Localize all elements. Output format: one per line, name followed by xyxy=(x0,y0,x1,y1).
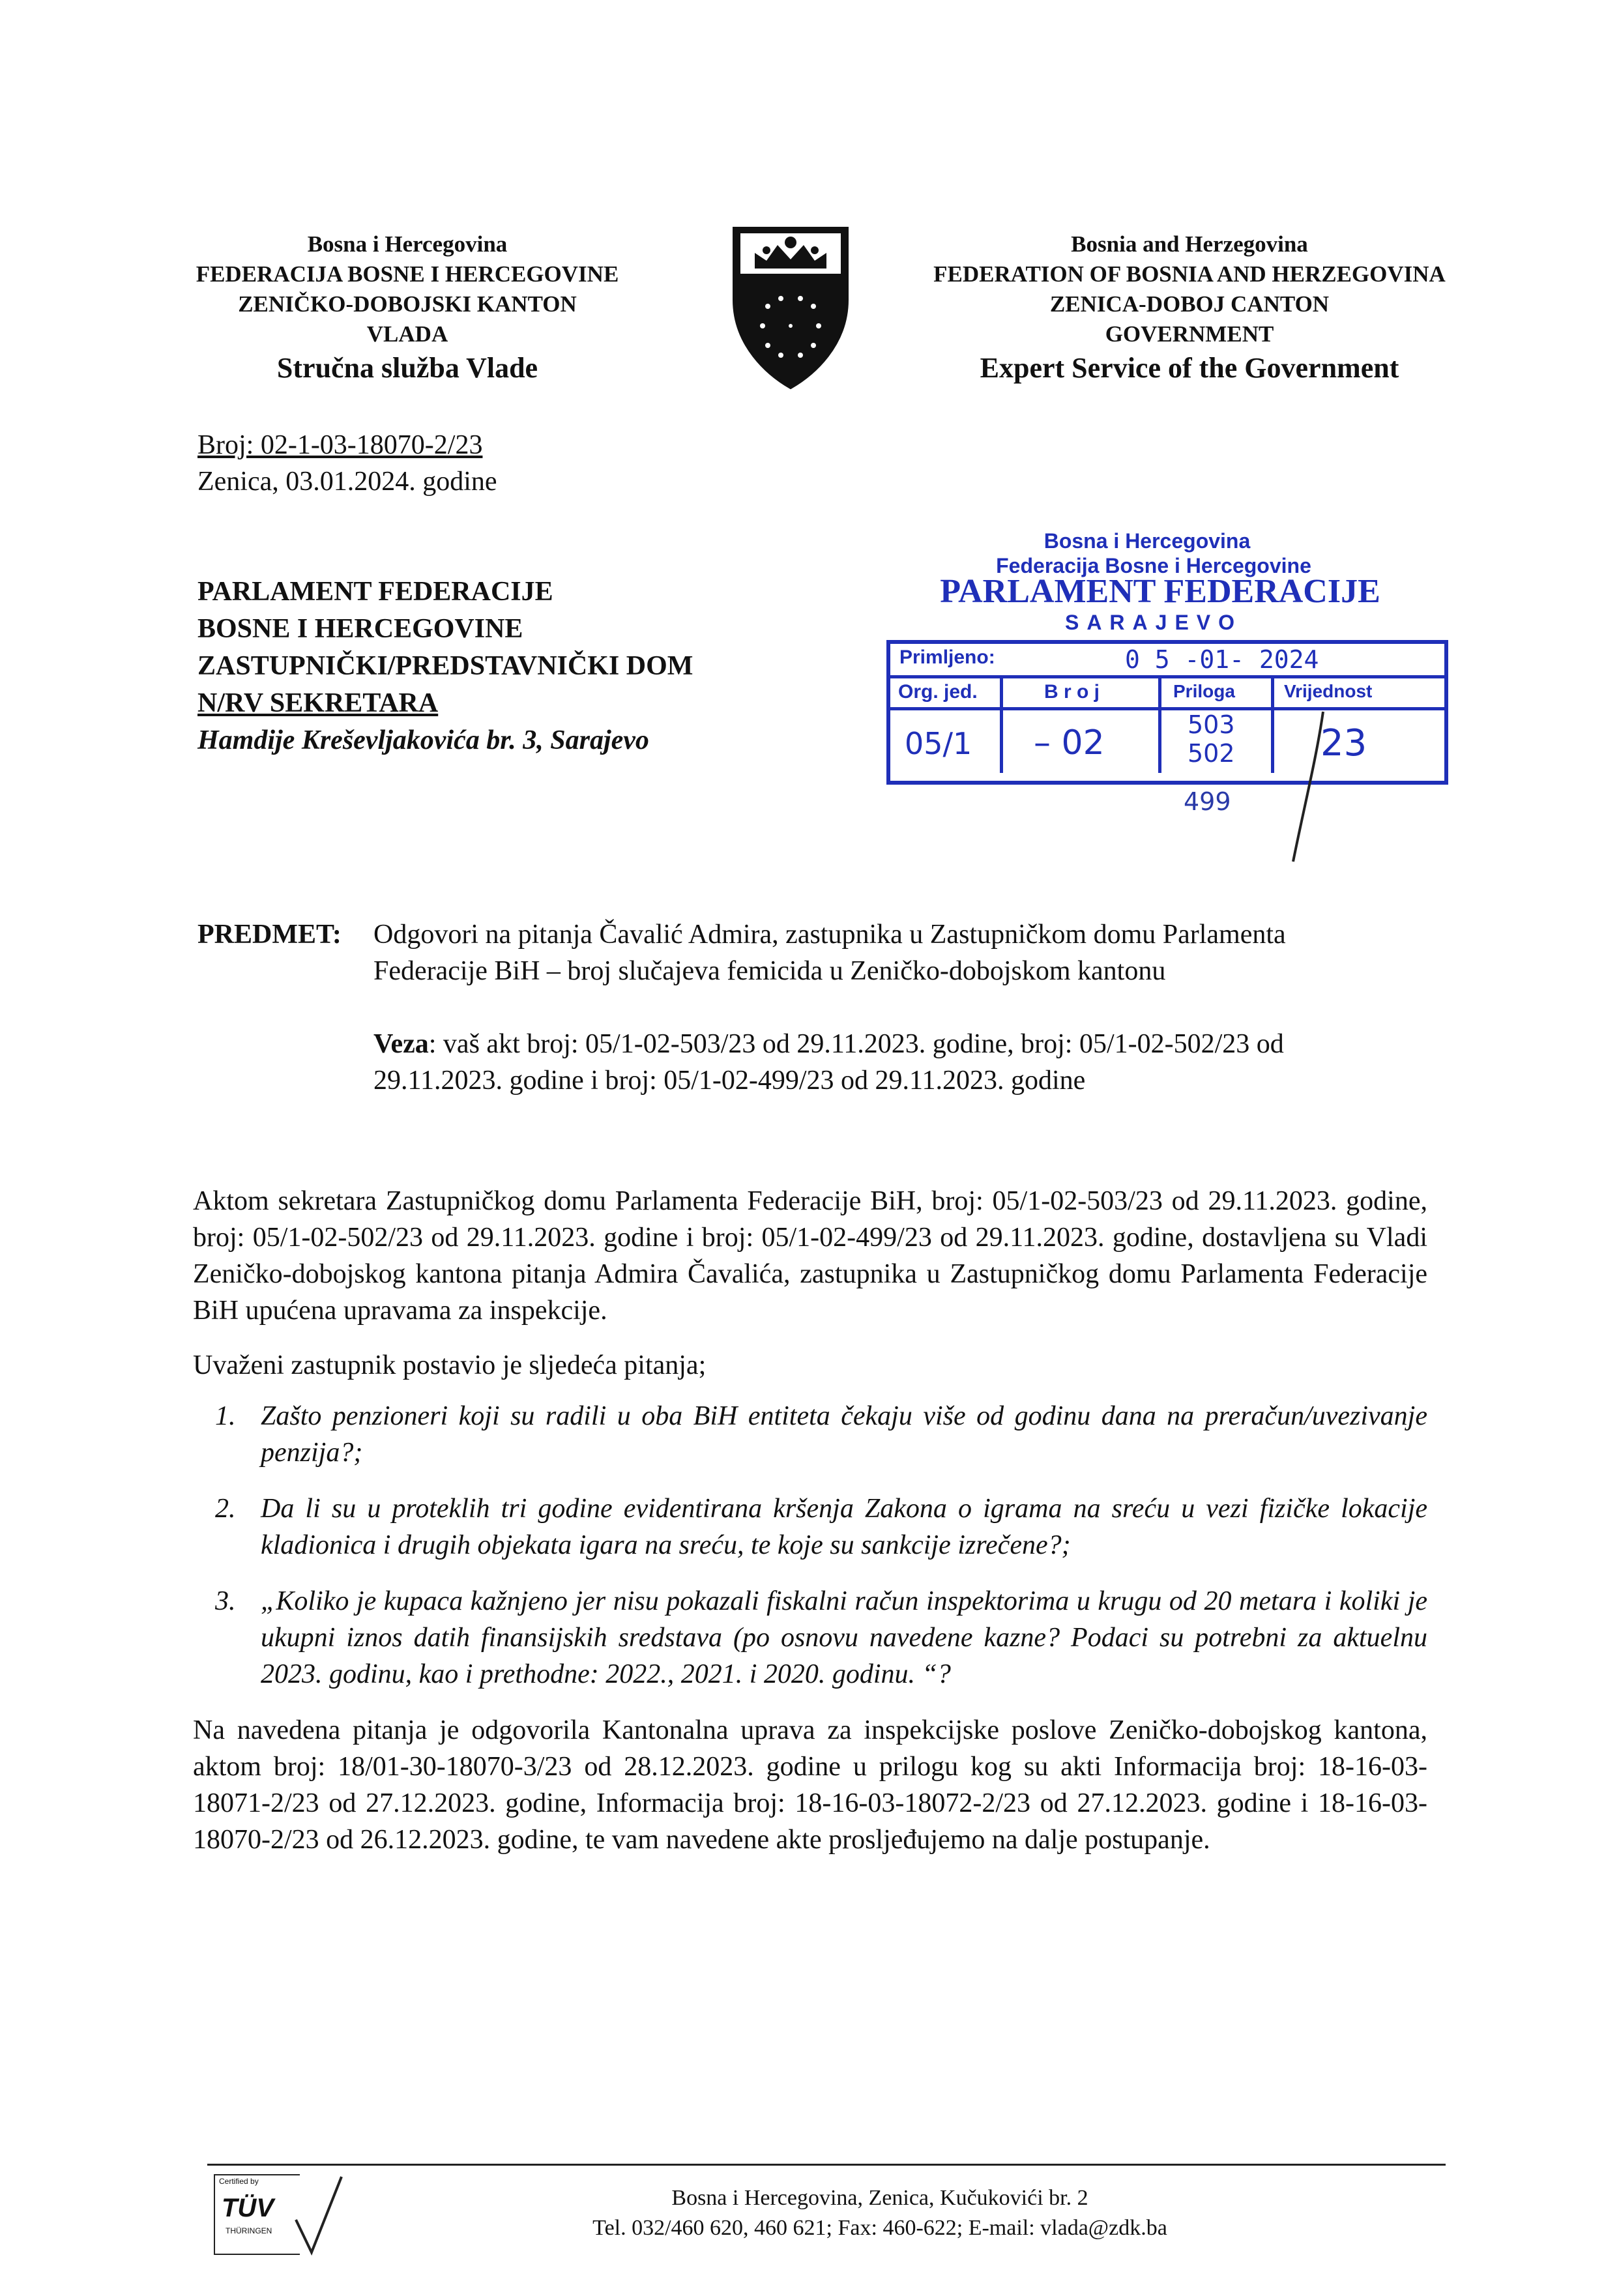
stamp-received-label: Primljeno: xyxy=(899,647,995,668)
stamp-line-1: Bosna i Hercegovina xyxy=(1043,529,1251,553)
list-item xyxy=(215,1583,1427,1693)
body-block xyxy=(193,1183,1427,1858)
stamp-header-row xyxy=(890,678,1444,710)
cert-small-label: Certified by xyxy=(219,2177,259,2186)
header-right-service: Expert Service of the Government xyxy=(980,352,1399,384)
stamp-table xyxy=(886,640,1448,785)
stamp-val-org: 05/1 xyxy=(905,726,972,761)
question-number: 2. xyxy=(215,1494,236,1524)
stamp-col-org: Org. jed. xyxy=(898,681,978,703)
recipient-block xyxy=(197,574,849,759)
question-text: „Koliko je kupaca kažnjeno jer nisu pokazali fiskalni račun inspektorima u krugu od 20 metara i koliki je ukupni iznos datih finansijskih sredstava (po osnovu navedene kazne? Podaci su potrebni za aktuelnu 2023. godinu, kao i prethodne: 2022., 2021. i 2020. godinu. “? xyxy=(261,1586,1427,1689)
questions-list xyxy=(215,1398,1427,1693)
question-text: Da li su u proteklih tri godine evidentirana kršenja Zakona o igrama na sreću u vezi fizičke lokacije kladionica i drugih objekata igara na sreću, te koje su sankcije izrečene?; xyxy=(261,1494,1427,1560)
body-paragraph-3: Na navedena pitanja je odgovorila Kantonalna uprava za inspekcijske poslove Zeničko-dobojskog kantona, aktom broj: 18/01-30-18070-3/23 od 28.12.2023. godine u prilogu kog su akti Informacija broj: 18-16-03-18071-2/23 od 27.12.2023. godine, Informacija broj: 18-16-03-18072-2/23 od 27.12.2023. godine i 18-16-03-18070-2/23 od 26.12.2023. godine, te vam navedene akte prosljeđujemo na dalje postupanje. xyxy=(193,1715,1427,1855)
subject-veza-label: Veza xyxy=(373,1029,429,1059)
list-item xyxy=(215,1490,1427,1563)
footer-address: Bosna i Hercegovina, Zenica, Kučukovići br. 2 xyxy=(671,2186,1088,2210)
cert-logo-text: TÜV xyxy=(222,2194,274,2222)
stamp-line-3: PARLAMENT FEDERACIJE xyxy=(940,573,1380,610)
recipient-line-2: BOSNE I HERCEGOVINE xyxy=(197,614,523,644)
header-left-service: Stručna služba Vlade xyxy=(276,352,538,384)
stamp-col-broj: B r o j xyxy=(1044,681,1100,703)
question-number: 3. xyxy=(215,1586,236,1616)
stamp-val-prilog-2: 502 xyxy=(1188,739,1235,768)
reference-number: Broj: 02-1-03-18070-2/23 xyxy=(197,430,483,460)
recipient-address: Hamdije Kreševljakovića br. 3, Sarajevo xyxy=(197,725,649,755)
header-left-canton: ZENIČKO-DOBOJSKI KANTON xyxy=(238,291,577,317)
stamp-line-2: Federacija Bosne i Hercegovine xyxy=(996,554,1311,577)
footer-contact: Tel. 032/460 620, 460 621; Fax: 460-622; E-mail: vlada@zdk.ba xyxy=(592,2216,1167,2240)
stamp-val-broj: – 02 xyxy=(1034,723,1105,763)
question-text: Zašto penzioneri koji su radili u oba BiH entiteta čekaju više od godinu dana na preračun/uvezivanje penzija?; xyxy=(261,1401,1427,1468)
stamp-value-row xyxy=(890,710,1444,773)
subject-text: Odgovori na pitanja Čavalić Admira, zastupnika u Zastupničkom domu Parlamenta Federacije BiH – broj slučajeva femicida u Zeničko-dobojskom kantonu xyxy=(373,920,1286,986)
recipient-line-3: ZASTUPNIČKI/PREDSTAVNIČKI DOM xyxy=(197,651,693,681)
stamp-col-vrijednost: Vrijednost xyxy=(1284,681,1373,701)
reference-block xyxy=(197,427,784,500)
subject-veza-text: : vaš akt broj: 05/1-02-503/23 od 29.11.2023. godine, broj: 05/1-02-502/23 od 29.11.2023. godine i broj: 05/1-02-499/23 od 29.11.2023. godine xyxy=(373,1029,1284,1096)
header-left xyxy=(150,229,665,387)
subject-veza xyxy=(373,1026,1345,1099)
body-paragraph-1: Aktom sekretara Zastupničkog domu Parlamenta Federacije BiH, broj: 05/1-02-503/23 od 29.11.2023. godine, broj: 05/1-02-502/23 od 29.11.2023. godine i broj: 05/1-02-499/23 od 29.11.2023. godine, dostavljena su Vladi Zeničko-dobojskog kantona pitanja Admira Čavalića, zastupnika u Zastupničkog domu Parlamenta Federacije BiH upućena upravama za inspekcije. xyxy=(193,1186,1427,1326)
stamp-val-prilog-1: 503 xyxy=(1188,710,1235,739)
stamp-val-vrijednost: 23 xyxy=(1320,722,1367,764)
header-left-country: Bosna i Hercegovina xyxy=(307,231,508,257)
recipient-line-4: N/RV SEKRETARA xyxy=(197,688,439,718)
header-right xyxy=(873,229,1506,387)
header-left-government: VLADA xyxy=(366,321,448,347)
stamp-received-row xyxy=(890,644,1444,678)
question-number: 1. xyxy=(215,1401,236,1431)
header-right-federation: FEDERATION OF BOSNIA AND HERZEGOVINA xyxy=(933,261,1446,287)
recipient-line-1: PARLAMENT FEDERACIJE xyxy=(197,577,553,607)
received-stamp xyxy=(886,529,1453,868)
stamp-val-prilog-3: 499 xyxy=(1184,787,1231,816)
cert-sub-label: THÜRINGEN xyxy=(226,2226,272,2235)
coat-of-arms-icon xyxy=(729,222,853,391)
checkmark-icon xyxy=(292,2174,344,2259)
header-left-federation: FEDERACIJA BOSNE I HERCEGOVINE xyxy=(196,261,619,287)
header-right-government: GOVERNMENT xyxy=(1105,321,1274,347)
header-right-country: Bosnia and Herzegovina xyxy=(1071,231,1308,257)
footer-divider xyxy=(207,2164,1446,2166)
stamp-received-date: 0 5 -01- 2024 xyxy=(1125,645,1319,674)
header-right-canton: ZENICA-DOBOJ CANTON xyxy=(1049,291,1330,317)
tuv-cert-logo xyxy=(214,2174,344,2265)
footer-block xyxy=(391,2183,1369,2243)
stamp-line-4: SARAJEVO xyxy=(1064,611,1243,634)
stamp-slash-mark-icon xyxy=(1284,705,1330,868)
list-item xyxy=(215,1398,1427,1471)
body-paragraph-2: Uvaženi zastupnik postavio je sljedeća pitanja; xyxy=(193,1350,707,1380)
stamp-col-prilog: Priloga xyxy=(1173,681,1235,701)
reference-date: Zenica, 03.01.2024. godine xyxy=(197,467,497,497)
subject-label: PREDMET: xyxy=(197,920,342,950)
